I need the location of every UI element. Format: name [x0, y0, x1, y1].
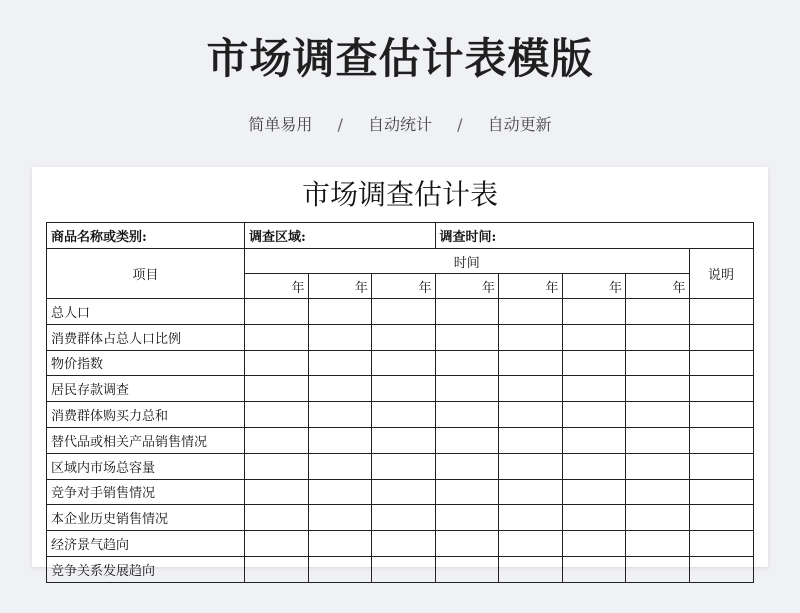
row-label: 替代品或相关产品销售情况 — [47, 427, 245, 453]
year-value-cell[interactable] — [245, 402, 309, 428]
year-value-cell[interactable] — [372, 505, 436, 531]
table-row — [47, 299, 754, 325]
year-value-cell[interactable] — [435, 556, 499, 582]
year-value-cell[interactable] — [626, 299, 690, 325]
year-value-cell[interactable] — [626, 453, 690, 479]
time-label[interactable]: 调查时间: — [435, 223, 753, 249]
year-value-cell[interactable] — [626, 376, 690, 402]
year-value-cell[interactable] — [435, 402, 499, 428]
year-value-cell[interactable] — [245, 350, 309, 376]
year-value-cell[interactable] — [245, 556, 309, 582]
year-value-cell[interactable] — [308, 427, 372, 453]
year-value-cell[interactable] — [308, 350, 372, 376]
year-value-cell[interactable] — [435, 531, 499, 557]
spreadsheet-preview — [32, 167, 768, 579]
year-value-cell[interactable] — [308, 505, 372, 531]
year-value-cell[interactable] — [562, 556, 626, 582]
note-cell[interactable] — [689, 324, 753, 350]
year-value-cell[interactable] — [245, 531, 309, 557]
year-value-cell[interactable] — [372, 402, 436, 428]
region-label[interactable]: 调查区域: — [245, 223, 436, 249]
tag-auto-update: 自动更新 — [487, 115, 552, 134]
year-cell[interactable]: 年 — [372, 274, 436, 299]
row-label: 总人口 — [47, 299, 245, 325]
year-value-cell[interactable] — [245, 453, 309, 479]
note-cell[interactable] — [689, 402, 753, 428]
year-value-cell[interactable] — [562, 324, 626, 350]
year-value-cell[interactable] — [435, 350, 499, 376]
year-value-cell[interactable] — [435, 376, 499, 402]
year-value-cell[interactable] — [499, 427, 563, 453]
year-value-cell[interactable] — [245, 376, 309, 402]
row-label: 消费群体占总人口比例 — [47, 324, 245, 350]
year-value-cell[interactable] — [499, 350, 563, 376]
note-cell[interactable] — [689, 453, 753, 479]
year-value-cell[interactable] — [245, 427, 309, 453]
year-cell[interactable]: 年 — [562, 274, 626, 299]
year-value-cell[interactable] — [626, 402, 690, 428]
year-value-cell[interactable] — [245, 479, 309, 505]
table-row — [47, 453, 754, 479]
feature-tagline — [0, 114, 800, 136]
year-value-cell[interactable] — [562, 479, 626, 505]
year-value-cell[interactable] — [308, 556, 372, 582]
year-value-cell[interactable] — [499, 505, 563, 531]
year-value-cell[interactable] — [499, 299, 563, 325]
year-value-cell[interactable] — [372, 531, 436, 557]
year-cell[interactable]: 年 — [435, 274, 499, 299]
note-cell[interactable] — [689, 299, 753, 325]
year-value-cell[interactable] — [626, 324, 690, 350]
year-value-cell[interactable] — [435, 427, 499, 453]
note-cell[interactable] — [689, 556, 753, 582]
note-cell[interactable] — [689, 376, 753, 402]
header-row — [47, 249, 754, 274]
year-value-cell[interactable] — [245, 299, 309, 325]
year-value-cell[interactable] — [435, 299, 499, 325]
item-header: 项目 — [47, 249, 245, 299]
year-value-cell[interactable] — [308, 531, 372, 557]
year-value-cell[interactable] — [562, 350, 626, 376]
year-value-cell[interactable] — [626, 505, 690, 531]
year-value-cell[interactable] — [626, 531, 690, 557]
table-row — [47, 427, 754, 453]
year-value-cell[interactable] — [562, 402, 626, 428]
year-value-cell[interactable] — [499, 376, 563, 402]
year-value-cell[interactable] — [308, 402, 372, 428]
year-value-cell[interactable] — [626, 556, 690, 582]
year-cell[interactable]: 年 — [499, 274, 563, 299]
table-row — [47, 556, 754, 582]
year-value-cell[interactable] — [372, 556, 436, 582]
table-row — [47, 350, 754, 376]
year-value-cell[interactable] — [562, 531, 626, 557]
year-value-cell[interactable] — [308, 299, 372, 325]
note-cell[interactable] — [689, 479, 753, 505]
year-value-cell[interactable] — [372, 350, 436, 376]
year-value-cell[interactable] — [435, 505, 499, 531]
table-row — [47, 376, 754, 402]
page-title: 市场调查估计表模版 — [206, 34, 594, 83]
year-value-cell[interactable] — [562, 427, 626, 453]
year-value-cell[interactable] — [499, 453, 563, 479]
row-label: 本企业历史销售情况 — [47, 505, 245, 531]
year-value-cell[interactable] — [499, 324, 563, 350]
note-cell[interactable] — [689, 505, 753, 531]
table-row — [47, 479, 754, 505]
note-cell[interactable] — [689, 350, 753, 376]
row-label: 竞争对手销售情况 — [47, 479, 245, 505]
year-value-cell[interactable] — [435, 453, 499, 479]
tag-easy: 简单易用 — [248, 115, 313, 134]
tag-separator: / — [337, 115, 343, 134]
year-value-cell[interactable] — [308, 376, 372, 402]
product-label[interactable]: 商品名称或类别: — [47, 223, 245, 249]
year-value-cell[interactable] — [626, 479, 690, 505]
year-value-cell[interactable] — [499, 556, 563, 582]
year-value-cell[interactable] — [372, 324, 436, 350]
year-value-cell[interactable] — [372, 427, 436, 453]
row-label: 竞争关系发展趋向 — [47, 556, 245, 582]
info-row — [47, 223, 754, 249]
year-value-cell[interactable] — [626, 350, 690, 376]
year-value-cell[interactable] — [499, 402, 563, 428]
year-value-cell[interactable] — [308, 479, 372, 505]
note-cell[interactable] — [689, 531, 753, 557]
sheet-title: 市场调查估计表 — [301, 178, 498, 211]
time-header: 时间 — [245, 249, 690, 274]
year-value-cell[interactable] — [435, 479, 499, 505]
year-value-cell[interactable] — [372, 376, 436, 402]
year-value-cell[interactable] — [308, 453, 372, 479]
row-label: 消费群体购买力总和 — [47, 402, 245, 428]
year-value-cell[interactable] — [372, 299, 436, 325]
row-label: 经济景气趋向 — [47, 531, 245, 557]
year-value-cell[interactable] — [562, 453, 626, 479]
table-row — [47, 402, 754, 428]
note-cell[interactable] — [689, 427, 753, 453]
row-label: 区域内市场总容量 — [47, 453, 245, 479]
year-value-cell[interactable] — [372, 453, 436, 479]
year-value-cell[interactable] — [499, 479, 563, 505]
year-value-cell[interactable] — [562, 299, 626, 325]
year-value-cell[interactable] — [245, 505, 309, 531]
survey-table — [46, 222, 754, 583]
table-row — [47, 324, 754, 350]
year-value-cell[interactable] — [372, 479, 436, 505]
year-value-cell[interactable] — [499, 531, 563, 557]
tag-separator: / — [457, 115, 463, 134]
table-row — [47, 531, 754, 557]
year-cell[interactable]: 年 — [245, 274, 309, 299]
year-value-cell[interactable] — [245, 324, 309, 350]
year-value-cell[interactable] — [626, 427, 690, 453]
year-value-cell[interactable] — [435, 324, 499, 350]
year-value-cell[interactable] — [562, 376, 626, 402]
year-cell[interactable]: 年 — [308, 274, 372, 299]
year-value-cell[interactable] — [308, 324, 372, 350]
row-label: 居民存款调查 — [47, 376, 245, 402]
table-row — [47, 505, 754, 531]
tag-auto-stats: 自动统计 — [367, 115, 432, 134]
note-header: 说明 — [689, 249, 753, 299]
year-cell[interactable]: 年 — [626, 274, 690, 299]
year-value-cell[interactable] — [562, 505, 626, 531]
row-label: 物价指数 — [47, 350, 245, 376]
